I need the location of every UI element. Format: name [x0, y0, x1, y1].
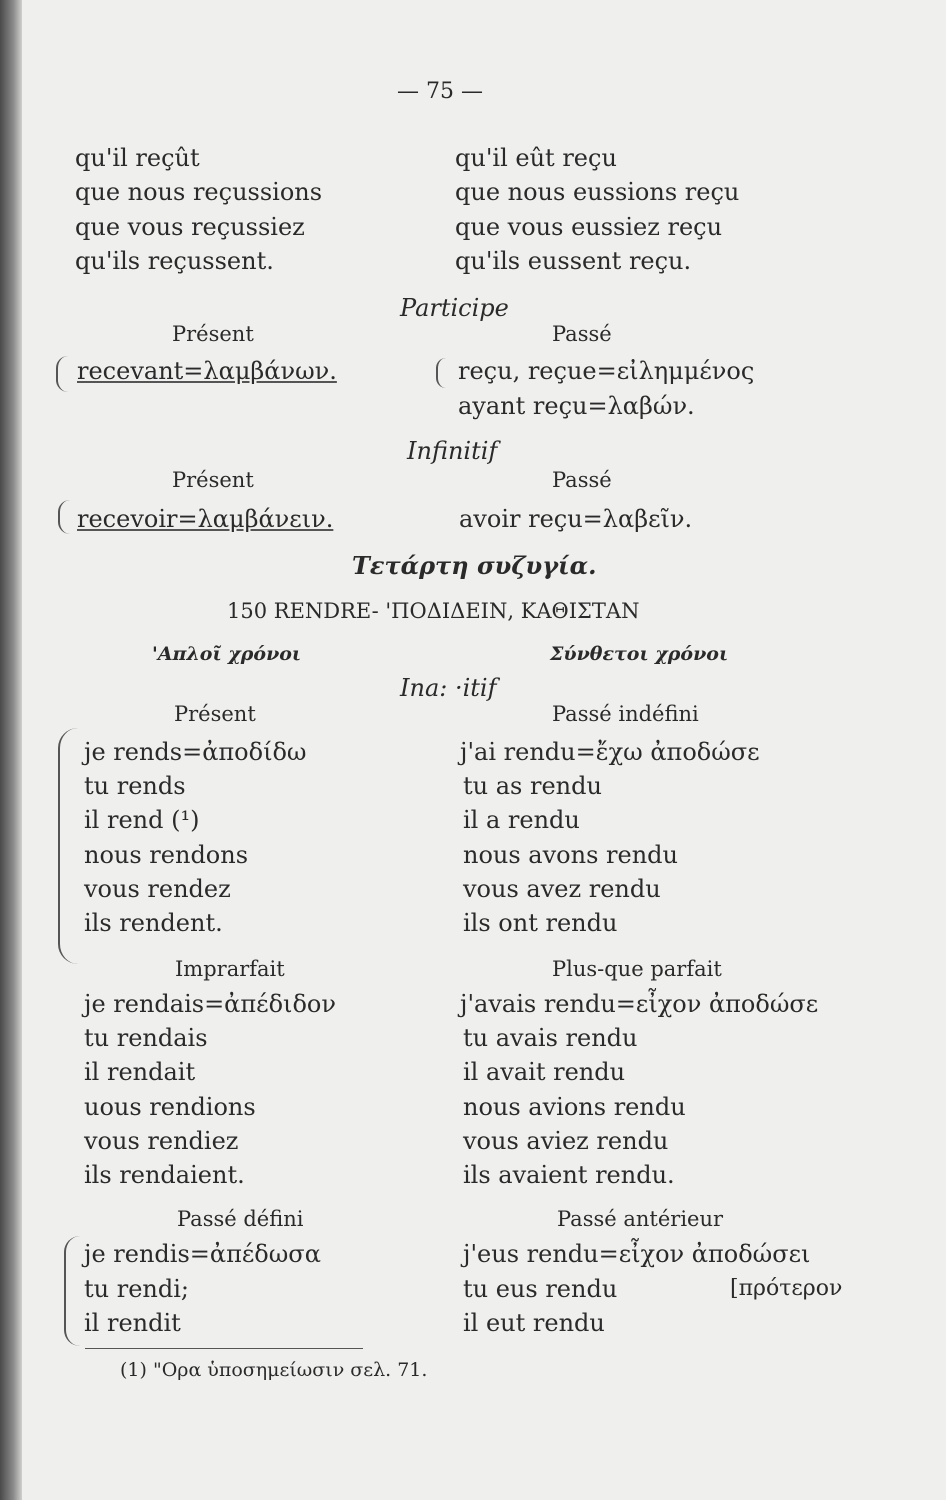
infinitif-title: Infinitif [407, 437, 498, 465]
passe-defini-line-3: il rendit [84, 1309, 181, 1337]
plus-que-parfait-line-2: tu avais rendu [463, 1024, 638, 1052]
imparfait-line-2: tu rendais [84, 1024, 208, 1052]
participe-passe-value-2: ayant reçu=λαβών. [458, 392, 695, 420]
participe-present-label: Présent [172, 322, 254, 346]
plus-que-parfait-line-1: j'avais rendu=εἶχον ἀποδώσε [460, 990, 819, 1018]
passe-defini-label: Passé défini [177, 1207, 304, 1231]
present-line-6: ils rendent. [84, 909, 223, 937]
plus-que-parfait-line-4: nous avions rendu [463, 1093, 686, 1121]
passe-indefini-line-1: j'ai rendu=ἔχω ἀποδώσε [460, 738, 760, 766]
book-spine-shadow [0, 0, 22, 1500]
imparfait-line-4: uous rendions [84, 1093, 256, 1121]
passe-indefini-line-6: ils ont rendu [463, 909, 618, 937]
footnote: (1) "Ορα ὑποσημείωσιν σελ. 71. [120, 1359, 428, 1381]
conjugation-title: Τετάρτη συζυγία. [352, 551, 597, 580]
passe-indefini-line-5: vous avez rendu [463, 875, 661, 903]
plus-que-parfait-line-5: vous aviez rendu [463, 1127, 669, 1155]
compound-tenses-heading: Σύνθετοι χρόνοι [550, 643, 729, 665]
margin-note: [πρότερον [730, 1276, 843, 1301]
plus-que-parfait-line-6: ils avaient rendu. [463, 1161, 675, 1189]
present-brace [58, 728, 78, 964]
verb-heading: 150 RENDRE- 'ΠΟΔΙΔΕΙΝ, ΚΑΘΙΣΤΑΝ [227, 599, 640, 623]
passe-indefini-line-4: nous avons rendu [463, 841, 678, 869]
page-number: — 75 — [397, 79, 483, 104]
top-right-line-3: que vous eussiez reçu [455, 213, 723, 241]
infinitif-present-label: Présent [172, 468, 254, 492]
passe-defini-line-1: je rendis=ἀπέδωσα [84, 1240, 321, 1268]
infinitif-passe-value: avoir reçu=λαβεῖν. [459, 505, 693, 533]
imparfait-line-6: ils rendaient. [84, 1161, 245, 1189]
present-label: Présent [174, 702, 256, 726]
passe-defini-brace [64, 1236, 80, 1346]
present-line-2: tu rends [84, 772, 186, 800]
passe-indefini-label: Passé indéfini [552, 702, 699, 726]
indicatif-title: Ina: ·itif [400, 674, 497, 702]
top-left-line-4: qu'ils reçussent. [75, 247, 274, 275]
present-line-3: il rend (¹) [84, 806, 200, 834]
passe-anterieur-label: Passé antérieur [557, 1207, 724, 1231]
top-left-line-3: que vous reçussiez [75, 213, 305, 241]
passe-anterieur-line-3: il eut rendu [463, 1309, 605, 1337]
footnote-rule [85, 1348, 363, 1349]
top-right-line-4: qu'ils eussent reçu. [455, 247, 692, 275]
top-left-line-2: que nous reçussions [75, 178, 323, 206]
top-left-line-1: qu'il reçût [75, 144, 200, 172]
participe-passe-label: Passé [552, 322, 612, 346]
present-line-4: nous rendons [84, 841, 249, 869]
plus-que-parfait-line-3: il avait rendu [463, 1058, 626, 1086]
participe-present-value: recevant=λαμβάνων. [77, 357, 337, 385]
participe-title: Participe [400, 294, 509, 322]
imparfait-line-1: je rendais=ἀπέδιδον [84, 990, 336, 1018]
participe-left-brace [56, 356, 68, 392]
infinitif-left-brace [58, 500, 70, 534]
passe-anterieur-line-2: tu eus rendu [463, 1275, 618, 1303]
passe-indefini-line-2: tu as rendu [463, 772, 602, 800]
imparfait-line-3: il rendait [84, 1058, 196, 1086]
top-right-line-2: que nous eussions reçu [455, 178, 740, 206]
top-right-line-1: qu'il eût reçu [455, 144, 617, 172]
present-line-5: vous rendez [84, 875, 231, 903]
participe-passe-value-1: reçu, reçue=εἰλημμένος [458, 357, 755, 385]
book-page [22, 0, 946, 1500]
passe-indefini-line-3: il a rendu [463, 806, 580, 834]
simple-tenses-heading: 'Απλοῖ χρόνοι [152, 643, 302, 665]
passe-anterieur-line-1: j'eus rendu=εἶχον ἀποδώσει [463, 1240, 811, 1268]
imparfait-label: Imprarfait [175, 957, 285, 981]
infinitif-passe-label: Passé [552, 468, 612, 492]
infinitif-present-value: recevoir=λαμβάνειν. [77, 505, 334, 533]
plus-que-parfait-label: Plus-que parfait [552, 957, 722, 981]
passe-defini-line-2: tu rendi; [84, 1275, 189, 1303]
participe-right-brace [436, 358, 446, 388]
imparfait-line-5: vous rendiez [84, 1127, 239, 1155]
present-line-1: je rends=ἀποδίδω [84, 738, 307, 766]
